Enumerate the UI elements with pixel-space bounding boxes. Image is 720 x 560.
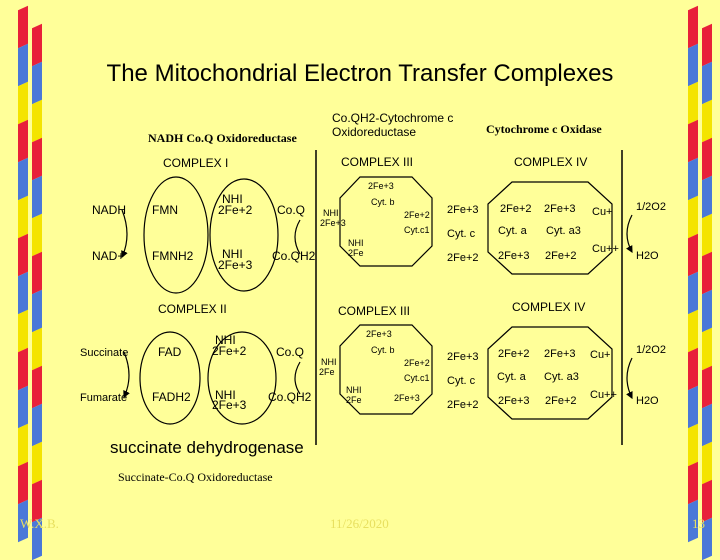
c1-nad: NAD+	[92, 249, 125, 263]
c3b-nhi-1: NHI	[321, 357, 337, 367]
cyt-c-oxidase-header: Cytochrome c Oxidase	[486, 122, 602, 136]
c3b-nhi-2: 2Fe	[319, 367, 335, 377]
c3t-nhi-b2: 2Fe	[348, 248, 364, 258]
complex4-top-label: COMPLEX IV	[514, 155, 588, 169]
c1-fmn-cycle	[144, 177, 208, 293]
c4b-cu-top: Cu+	[590, 349, 611, 361]
complex3-top-label: COMPLEX III	[341, 155, 414, 169]
c1-nadh: NADH	[92, 203, 127, 217]
c4t-h2o: H2O	[636, 250, 659, 262]
c3b-fe3-mid: 2Fe+3	[447, 351, 479, 363]
c1-coq: Co.Q	[277, 203, 306, 217]
c3b-nhi-b1: NHI	[346, 385, 362, 395]
slide-title: The Mitochondrial Electron Transfer Complexes	[106, 60, 614, 87]
c4t-o2: 1/2O2	[636, 201, 666, 213]
c4b-fe2-b: 2Fe+2	[545, 395, 577, 407]
c2-succinate: Succinate	[80, 347, 129, 359]
c3b-cytc1: Cyt.c1	[404, 373, 430, 383]
c2-nhi-bot-2: 2Fe+3	[212, 398, 247, 412]
c4b-cyta: Cyt. a	[497, 371, 526, 383]
succinate-coq-label: Succinate-Co.Q Oxidoreductase	[118, 470, 273, 484]
nadh-coq-header: NADH Co.Q Oxidoreductase	[148, 131, 297, 145]
c4b-h2o: H2O	[636, 395, 659, 407]
c1-fmnh2: FMNH2	[152, 249, 194, 263]
c2-coq: Co.Q	[276, 345, 305, 359]
c4t-cyta3: Cyt. a3	[546, 225, 581, 237]
c3t-cytb: Cyt. b	[371, 197, 395, 207]
c3t-cytc: Cyt. c	[447, 228, 476, 240]
c3t-fe3-mid: 2Fe+3	[447, 204, 479, 216]
coqh2-cytc-header-line2: Oxidoreductase	[332, 125, 417, 139]
complex4-bottom-label: COMPLEX IV	[512, 300, 586, 314]
complex3-bottom-label: COMPLEX III	[338, 304, 411, 318]
c4b-fe3-a: 2Fe+3	[544, 348, 576, 360]
c3t-nhi-b1: NHI	[348, 238, 364, 248]
c3b-fe2-right: 2Fe+2	[404, 358, 430, 368]
complex2-label: COMPLEX II	[158, 302, 227, 316]
c2-nhi-top-2: 2Fe+2	[212, 344, 247, 358]
footer-author: W.X.B.	[20, 516, 59, 531]
c3t-nhi-1: NHI	[323, 208, 339, 218]
c1-coqh2: Co.QH2	[272, 249, 316, 263]
c1-nhi-top-2: 2Fe+2	[218, 203, 253, 217]
c3b-nhi-b2: 2Fe	[346, 395, 362, 405]
c3t-fe2-mid: 2Fe+2	[447, 252, 479, 264]
complex1-label: COMPLEX I	[163, 156, 229, 170]
succinate-dehydrogenase-label: succinate dehydrogenase	[110, 438, 304, 457]
c2-fad: FAD	[158, 345, 182, 359]
c4t-cyta: Cyt. a	[498, 225, 527, 237]
footer-page: 13	[692, 516, 705, 531]
c1-nhi-top-1: NHI	[222, 192, 243, 206]
c4b-o2: 1/2O2	[636, 344, 666, 356]
c4b-cu-bot: Cu++	[590, 389, 617, 401]
footer-date: 11/26/2020	[330, 516, 389, 531]
c4b-cyta3: Cyt. a3	[544, 371, 579, 383]
c2-fumarate: Fumarate	[80, 392, 128, 404]
c4t-cu-top: Cu+	[592, 206, 613, 218]
c3b-fe2-mid: 2Fe+2	[447, 399, 479, 411]
c1-nhi-bot-1: NHI	[222, 247, 243, 261]
c3t-cytc1: Cyt.c1	[404, 225, 430, 235]
c4t-fe3-a: 2Fe+3	[544, 203, 576, 215]
c3t-nhi-2: 2Fe+3	[320, 218, 346, 228]
c4t-cu-bot: Cu++	[592, 243, 619, 255]
coqh2-cytc-header-line1: Co.QH2-Cytochrome c	[332, 111, 454, 125]
c3b-cytc: Cyt. c	[447, 375, 476, 387]
c2-coqh2: Co.QH2	[268, 390, 312, 404]
c3b-fe3: 2Fe+3	[366, 329, 392, 339]
c4t-fe2-a: 2Fe+2	[500, 203, 532, 215]
c1-nhi-bot-2: 2Fe+3	[218, 258, 253, 272]
c4t-fe3-b: 2Fe+3	[498, 250, 530, 262]
c4b-fe2-a: 2Fe+2	[498, 348, 530, 360]
c4t-fe2-b: 2Fe+2	[545, 250, 577, 262]
c3b-cytb: Cyt. b	[371, 345, 395, 355]
c1-fmn: FMN	[152, 203, 178, 217]
c3b-fe3-right: 2Fe+3	[394, 393, 420, 403]
c4b-fe3-b: 2Fe+3	[498, 395, 530, 407]
c2-nhi-top-1: NHI	[215, 333, 236, 347]
c2-nhi-bot-1: NHI	[215, 388, 236, 402]
c3t-fe2-right: 2Fe+2	[404, 210, 430, 220]
c3t-fe3: 2Fe+3	[368, 181, 394, 191]
c1-nhi-cycle	[210, 179, 278, 291]
c2-fadh2: FADH2	[152, 390, 191, 404]
